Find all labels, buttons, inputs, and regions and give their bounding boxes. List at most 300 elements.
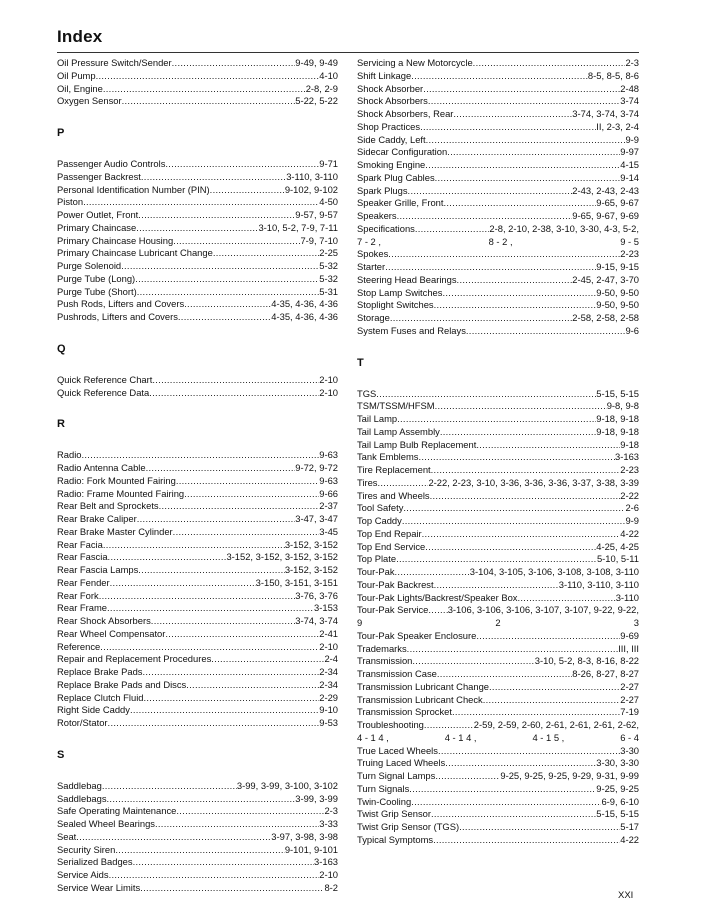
- index-term: Tour-Pak Lights/Backrest/Speaker Box: [357, 591, 518, 603]
- dot-leader: [430, 490, 621, 503]
- page-references: 2-25: [319, 247, 338, 259]
- index-entry: [57, 869, 338, 882]
- index-term: Quick Reference Chart: [57, 373, 153, 385]
- index-term: Spark Plug Cables: [357, 171, 435, 183]
- index-term: Transmission Lubricant Change: [357, 680, 490, 692]
- section-spacer: [57, 108, 338, 127]
- index-entry: [357, 834, 639, 847]
- index-entry: [357, 655, 639, 668]
- dot-leader: [444, 197, 597, 210]
- index-term: Tires: [357, 476, 378, 488]
- dot-leader: [130, 704, 319, 717]
- index-term: Transmission Lubricant Check: [357, 693, 483, 705]
- dot-leader: [397, 413, 596, 426]
- index-entry: [357, 604, 639, 617]
- index-term: Security Siren: [57, 843, 116, 855]
- section-spacer: [57, 730, 338, 749]
- dot-leader: [110, 577, 256, 590]
- dot-leader: [415, 223, 490, 236]
- section-spacer: [57, 139, 338, 158]
- dot-leader: [172, 57, 296, 70]
- index-term: Radio: Frame Mounted Fairing: [57, 487, 185, 499]
- dot-leader: [109, 869, 320, 882]
- dot-leader: [96, 70, 320, 83]
- index-term: TSM/TSSM/HFSM: [357, 400, 435, 412]
- page-references: 7-19: [620, 706, 639, 718]
- index-entry: [57, 590, 338, 603]
- index-term: Safe Operating Maintenance: [57, 805, 177, 817]
- dot-leader: [137, 513, 296, 526]
- index-entry: [57, 780, 338, 793]
- index-entry: [57, 513, 338, 526]
- page-references: 4-50: [319, 196, 338, 208]
- section-spacer: [57, 355, 338, 374]
- index-term: Repair and Replacement Procedures: [57, 653, 212, 665]
- dot-leader: [83, 196, 319, 209]
- page-references: 9-9: [625, 515, 639, 526]
- page-references: 2-10: [319, 373, 338, 385]
- page-references: 3-153: [314, 602, 338, 614]
- page-references: 2-59, 2-59, 2-60, 2-61, 2-61, 2-61, 2-62,: [473, 719, 639, 730]
- index-entry: [357, 146, 639, 159]
- index-term: Service Aids: [57, 869, 109, 880]
- dot-leader: [122, 95, 296, 108]
- dot-leader: [165, 158, 319, 171]
- index-term: Transmission Sprocket: [357, 706, 452, 718]
- index-entry: [357, 808, 639, 821]
- dot-leader: [76, 831, 271, 844]
- index-term: Starter: [357, 261, 386, 272]
- dot-leader: [396, 553, 597, 566]
- page-number: XXI: [618, 890, 634, 901]
- dot-leader: [422, 528, 621, 541]
- index-entry: [357, 515, 639, 528]
- page-references: 9-101, 9-101: [284, 843, 338, 855]
- index-term: Replace Clutch Fluid: [57, 691, 144, 703]
- index-term: Shock Absorbers, Rear: [357, 108, 454, 119]
- index-column-left: [57, 57, 338, 895]
- index-entry: [57, 666, 338, 679]
- index-term: Truing Laced Wheels: [357, 757, 446, 769]
- index-column-right: [357, 57, 639, 847]
- index-entry: [57, 653, 338, 666]
- index-term: Transmission: [357, 655, 413, 667]
- index-entry: [57, 298, 338, 311]
- page-references: 5-15, 5-15: [596, 387, 639, 399]
- index-entry: [57, 449, 338, 462]
- page-references: 4-35, 4-36, 4-36: [271, 311, 338, 322]
- page-references: 9-63: [319, 449, 338, 461]
- index-entry: [57, 793, 338, 806]
- index-term: Spokes: [357, 248, 389, 260]
- dot-leader: [184, 298, 271, 311]
- index-term: System Fuses and Relays: [357, 324, 466, 336]
- page-references: 2-34: [319, 678, 338, 690]
- index-entry: [357, 223, 639, 236]
- index-term: Sidecar Configuration: [357, 146, 448, 158]
- dot-leader: [103, 539, 285, 552]
- page-references: 2-3: [625, 57, 639, 68]
- index-entry: [357, 502, 639, 515]
- index-term: Passenger Backrest: [57, 170, 141, 182]
- index-entry: [57, 374, 338, 387]
- section-letter-heading: Q: [57, 342, 66, 355]
- dot-leader: [411, 796, 601, 809]
- dot-leader: [149, 387, 319, 400]
- index-term: Rear Fender: [57, 576, 110, 588]
- index-entry: [357, 528, 639, 541]
- page-references: 8-26, 8-27, 8-27: [572, 668, 639, 679]
- page-references: 9-63: [319, 474, 338, 486]
- dot-leader: [433, 834, 620, 847]
- index-term: Speaker Grille, Front: [357, 197, 444, 209]
- page-references: 9-71: [319, 158, 338, 169]
- page-references: III, III: [618, 642, 639, 654]
- page-references: 3-45: [319, 525, 338, 537]
- dot-leader: [435, 770, 500, 783]
- dot-leader: [476, 439, 620, 452]
- dot-leader: [440, 426, 596, 439]
- index-term: Replace Brake Pads and Discs: [57, 678, 187, 690]
- index-entry: [357, 134, 639, 147]
- dot-leader: [135, 273, 319, 286]
- page-references: 2-43, 2-43, 2-43: [572, 184, 639, 196]
- index-entry: [57, 704, 338, 717]
- page-references: 3-74, 3-74: [295, 615, 338, 626]
- dot-leader: [407, 643, 618, 656]
- index-term: Push Rods, Lifters and Covers: [57, 298, 185, 310]
- index-entry: [57, 260, 338, 273]
- dot-leader: [146, 462, 296, 475]
- index-term: Stop Lamp Switches: [357, 286, 443, 298]
- page-references: 2-48: [620, 82, 639, 94]
- index-entry: [357, 299, 639, 312]
- page-references: 3-99, 3-99: [295, 792, 338, 804]
- page-references: 9-25, 9-25: [596, 782, 639, 794]
- index-entry: [57, 805, 338, 818]
- index-term: Sealed Wheel Bearings: [57, 818, 155, 829]
- section-spacer: [57, 324, 338, 343]
- page-reference: 4 - 1 5 ,: [532, 731, 565, 743]
- dot-leader: [418, 451, 615, 464]
- index-entry: [357, 248, 639, 261]
- index-term: TGS: [357, 387, 377, 399]
- index-term: Twin-Cooling: [357, 795, 412, 807]
- page-references: 3-110, 3-110: [286, 170, 338, 182]
- page-references: 2-37: [319, 500, 338, 512]
- page-references: 9-50, 9-50: [596, 286, 639, 298]
- index-entry-continuation: [357, 236, 639, 249]
- index-entry: [57, 882, 338, 895]
- index-entry: [57, 184, 338, 197]
- page-references: 3-104, 3-105, 3-106, 3-108, 3-108, 3-110: [469, 566, 639, 577]
- page-title: Index: [57, 27, 103, 46]
- page-references: 3-163: [314, 856, 338, 868]
- index-entry: [57, 539, 338, 552]
- index-term: Tour-Pak Speaker Enclosure: [357, 629, 477, 641]
- dot-leader: [176, 805, 324, 818]
- page-references: 3-47, 3-47: [295, 513, 338, 524]
- page-references: 5-10, 5-11: [596, 553, 639, 565]
- dot-leader: [395, 566, 470, 579]
- page-references: 6-9, 6-10: [601, 795, 639, 807]
- page-reference: 9: [357, 617, 363, 628]
- page-references: 9-14: [620, 171, 639, 183]
- dot-leader: [459, 821, 620, 834]
- page-references: 3-33: [319, 818, 338, 829]
- index-term: Shift Linkage: [357, 69, 412, 81]
- dot-leader: [431, 464, 621, 477]
- dot-leader: [412, 655, 534, 668]
- dot-leader: [435, 172, 621, 185]
- index-entry: [357, 783, 639, 796]
- index-entry: [57, 577, 338, 590]
- dot-leader: [140, 882, 324, 895]
- index-term: Turn Signals: [357, 782, 410, 794]
- page-references: 2-27: [620, 680, 639, 692]
- page-references: 3-76, 3-76: [295, 589, 338, 601]
- index-entry: [57, 641, 338, 654]
- index-term: Storage: [357, 312, 390, 323]
- index-entry: [57, 679, 338, 692]
- index-entry-continuation: [357, 732, 639, 745]
- page-references: 3-30, 3-30: [596, 757, 639, 769]
- index-entry: [357, 159, 639, 172]
- index-entry: [357, 413, 639, 426]
- index-entry: [57, 488, 338, 501]
- index-entry: [57, 209, 338, 222]
- dot-leader: [453, 108, 572, 121]
- dot-leader: [473, 57, 626, 70]
- section-letter-heading: S: [57, 748, 65, 761]
- page-reference: 4 - 1 4 ,: [444, 731, 477, 743]
- page-references: 4-22: [620, 833, 639, 845]
- dot-leader: [424, 719, 474, 732]
- index-term: Top Caddy: [357, 515, 402, 526]
- index-term: Tail Lamp Bulb Replacement: [357, 438, 477, 450]
- page-references: 5-17: [620, 821, 639, 832]
- dot-leader: [489, 681, 620, 694]
- index-entry: [357, 745, 639, 758]
- index-entry: [357, 439, 639, 452]
- page-reference: 4 - 1 4 ,: [357, 731, 389, 743]
- page-references: 2-8, 2-10, 2-38, 3-10, 3-30, 4-3, 5-2,: [489, 222, 639, 234]
- dot-leader: [100, 641, 319, 654]
- page-references: 9-102, 9-102: [284, 183, 338, 195]
- index-term: Side Caddy, Left: [357, 133, 426, 145]
- index-term: Radio: [57, 449, 82, 461]
- index-term: Rear Brake Master Cylinder: [57, 525, 173, 537]
- page-references: 2-22: [620, 489, 639, 501]
- index-entry: [57, 247, 338, 260]
- page-references: 7-9, 7-10: [300, 234, 338, 246]
- index-term: True Laced Wheels: [357, 744, 438, 756]
- index-entry: [357, 210, 639, 223]
- index-entry: [57, 551, 338, 564]
- index-entry: [357, 70, 639, 83]
- index-term: Turn Signal Lamps: [357, 770, 436, 781]
- dot-leader: [108, 551, 227, 564]
- page-references: 2-23: [620, 248, 639, 260]
- dot-leader: [137, 286, 320, 299]
- dot-leader: [211, 653, 324, 666]
- page-references: 2-8, 2-9: [305, 82, 338, 94]
- index-term: Typical Symptoms: [357, 833, 434, 845]
- index-entry: [357, 477, 639, 490]
- index-term: Primary Chaincase Housing: [57, 234, 174, 246]
- page-references: 2-10: [319, 386, 338, 398]
- index-entry: [57, 196, 338, 209]
- page-references: 8-2: [324, 881, 338, 893]
- page-reference: 9 - 5: [620, 235, 639, 247]
- dot-leader: [133, 856, 314, 869]
- index-entry: [357, 464, 639, 477]
- page-references: 9-18: [620, 438, 639, 450]
- page-references: 9-18, 9-18: [596, 413, 639, 424]
- index-term: Top End Repair: [357, 527, 422, 539]
- dot-leader: [99, 590, 296, 603]
- page-references: 5-32: [319, 272, 338, 284]
- index-entry: [57, 286, 338, 299]
- index-term: Passenger Audio Controls: [57, 158, 166, 169]
- index-term: Replace Brake Pads: [57, 666, 143, 677]
- index-entry: [57, 692, 338, 705]
- dot-leader: [152, 374, 319, 387]
- page-references: 2-23: [620, 464, 639, 475]
- dot-leader: [178, 311, 271, 324]
- index-term: Power Outlet, Front: [57, 209, 139, 220]
- page-references: 9-66: [319, 487, 338, 499]
- index-term: Troubleshooting: [357, 719, 424, 730]
- dot-leader: [447, 146, 620, 159]
- page-reference: 8 - 2 ,: [488, 235, 513, 247]
- dot-leader: [483, 694, 620, 707]
- index-entry: [357, 95, 639, 108]
- dot-leader: [425, 541, 596, 554]
- index-entry: [357, 57, 639, 70]
- dot-leader: [138, 209, 295, 222]
- dot-leader: [82, 449, 320, 462]
- index-entry: [57, 273, 338, 286]
- index-term: Transmission Case: [357, 668, 437, 679]
- index-entry: [57, 311, 338, 324]
- dot-leader: [437, 668, 572, 681]
- index-entry: [357, 579, 639, 592]
- page-references: 5-15, 5-15: [596, 808, 639, 820]
- page-references: 3-152, 3-152: [284, 538, 338, 550]
- dot-leader: [428, 604, 447, 617]
- index-term: Purge Tube (Long): [57, 272, 136, 284]
- index-term: Oil, Engine: [57, 82, 103, 94]
- page-references: 3-30: [620, 744, 639, 756]
- dot-leader: [165, 628, 319, 641]
- page-references: 9-57, 9-57: [295, 209, 338, 220]
- index-term: Tool Safety: [357, 502, 404, 514]
- index-entry: [57, 235, 338, 248]
- page-references: 3-97, 3-98, 3-98: [271, 830, 338, 842]
- page-references: 3-74, 3-74, 3-74: [572, 108, 639, 119]
- dot-leader: [142, 666, 319, 679]
- page-references: 3-152, 3-152, 3-152, 3-152: [226, 551, 338, 563]
- page-references: 3-99, 3-99, 3-100, 3-102: [236, 779, 338, 791]
- page-references: 2-58, 2-58, 2-58: [572, 312, 639, 323]
- index-entry: [357, 821, 639, 834]
- index-entry: [57, 57, 338, 70]
- dot-leader: [115, 844, 284, 857]
- dot-leader: [144, 692, 320, 705]
- dot-leader: [457, 274, 573, 287]
- dot-leader: [186, 679, 319, 692]
- page-references: 9-69: [620, 629, 639, 641]
- index-term: Rear Facia: [57, 538, 103, 550]
- index-entry: [57, 500, 338, 513]
- section-spacer: [57, 399, 338, 418]
- page-references: 4-25, 4-25: [596, 540, 639, 552]
- index-entry: [57, 856, 338, 869]
- index-entry: [357, 400, 639, 413]
- page-references: 3-10, 5-2, 8-3, 8-16, 8-22: [534, 655, 639, 667]
- index-entry: [57, 387, 338, 400]
- page-references: 2-4: [324, 653, 338, 665]
- index-term: Specifications: [357, 222, 415, 234]
- page-references: 9-10: [319, 704, 338, 716]
- page-references: 2-27: [620, 693, 639, 705]
- index-term: Rear Frame: [57, 602, 108, 614]
- section-spacer: [357, 338, 639, 357]
- index-term: Purge Tube (Short): [57, 285, 137, 297]
- index-term: Oil Pump: [57, 69, 96, 81]
- page-references: 3-152, 3-152: [284, 564, 338, 575]
- page-references: 2-3: [324, 805, 338, 817]
- index-entry: [57, 844, 338, 857]
- index-term: Shock Absorber: [357, 82, 424, 94]
- index-entry: [57, 831, 338, 844]
- dot-leader: [390, 312, 572, 325]
- page-reference: 3: [633, 617, 639, 628]
- page-references: 2-45, 2-47, 3-70: [572, 273, 639, 285]
- section-spacer: [357, 369, 639, 388]
- index-term: Primary Chaincase: [57, 221, 137, 233]
- dot-leader: [159, 500, 320, 513]
- dot-leader: [151, 615, 295, 628]
- dot-leader: [155, 818, 319, 831]
- index-term: Tail Lamp Assembly: [357, 425, 440, 437]
- index-entry: [357, 490, 639, 503]
- index-entry: [357, 770, 639, 783]
- section-letter-heading: P: [57, 127, 65, 139]
- dot-leader: [136, 222, 258, 235]
- index-entry: [357, 108, 639, 121]
- index-entry: [357, 706, 639, 719]
- index-entry: [357, 541, 639, 554]
- index-entry: [357, 312, 639, 325]
- index-term: Rear Fascia Lamps: [57, 564, 139, 575]
- index-entry: [357, 83, 639, 96]
- index-term: Pushrods, Lifters and Covers: [57, 311, 178, 322]
- dot-leader: [121, 260, 319, 273]
- index-entry: [357, 197, 639, 210]
- index-term: Saddlebag: [57, 779, 102, 791]
- page-references: 3-110: [615, 591, 639, 603]
- index-entry: [57, 171, 338, 184]
- dot-leader: [107, 793, 296, 806]
- page-references: 9-50, 9-50: [596, 299, 639, 311]
- dot-leader: [108, 717, 320, 730]
- index-term: Tour-Pak: [357, 566, 395, 577]
- page-references: 9-25, 9-25, 9-25, 9-29, 9-31, 9-99: [500, 770, 639, 781]
- section-letter-heading: T: [357, 356, 364, 369]
- page-references: 5-32: [319, 260, 338, 271]
